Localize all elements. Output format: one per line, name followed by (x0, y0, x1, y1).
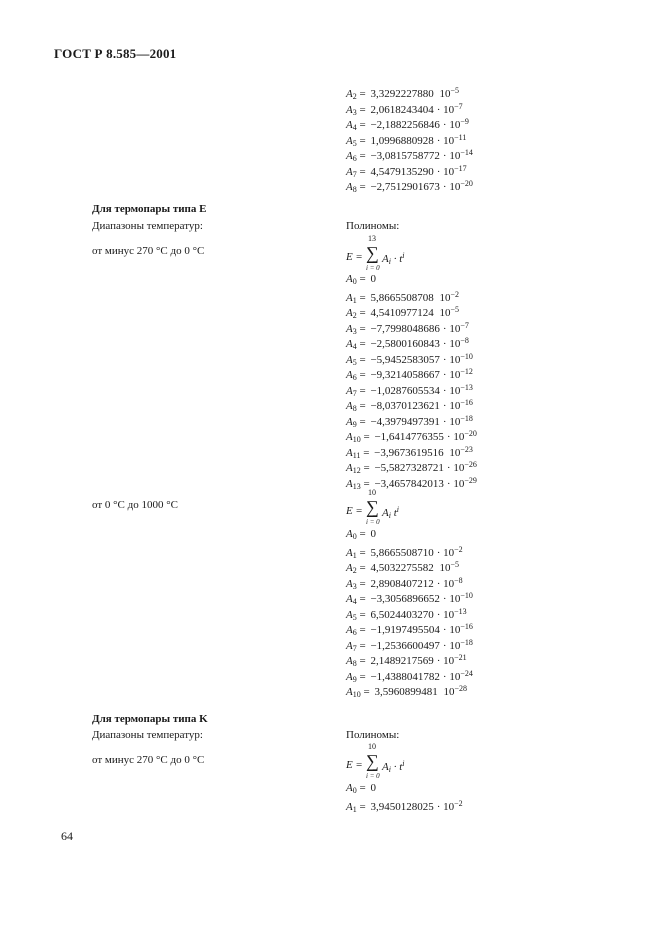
coefficient-index: 10 (352, 435, 361, 444)
power-of-ten: · $10^{-16}$ (442, 398, 473, 412)
range-label-e2: от 0 °С до 1000 °С (92, 499, 178, 511)
multiply-dot: · (436, 608, 444, 621)
exponent: −17 (454, 163, 467, 173)
term-variable: t (399, 253, 403, 265)
term-coef-index: i (388, 257, 391, 266)
exponent: −2 (454, 544, 463, 554)
multiply-dot: · (442, 150, 450, 162)
coefficient-index: 5 (352, 357, 357, 367)
power-of-ten: · $10^{-7}$ (442, 320, 469, 335)
exponent: −7 (460, 320, 469, 330)
coefficient-index: 8 (352, 659, 357, 668)
exponent: −13 (460, 382, 473, 392)
coefficient-name: $A_9$ (346, 670, 357, 684)
coefficient-value: −3,9673619516 (374, 446, 444, 459)
coefficient-name: $A_6$ (346, 150, 357, 163)
coefficient-row: $A_0 = 0$ (346, 528, 376, 541)
multiply-dot: · (436, 165, 444, 178)
coefficient-index: 7 (352, 169, 357, 179)
coefficient-row: $A_6 = -9,3214058667 \cdot 10^{-12}$ (346, 367, 473, 382)
exponent: −12 (460, 367, 473, 376)
power-of-ten: · $10^{-18}$ (442, 637, 473, 652)
multiply-dot: · (446, 462, 454, 474)
coefficient-value: 6,5024403270 (370, 608, 434, 621)
coefficient-row: $A_6 = -3,0815758772 \cdot 10^{-14}$ (346, 148, 473, 163)
coefficient-index: 1 (352, 804, 357, 814)
range-label-e1: от минус 270 °С до 0 °С (92, 245, 205, 257)
coefficient-name: $A_9$ (346, 415, 357, 429)
coefficient-name: $A_{10}$ (346, 431, 361, 444)
multiply-dot: · (442, 670, 450, 683)
coefficient-value: −5,5827328721 (374, 462, 444, 474)
sum-symbol: ∑ (366, 243, 379, 263)
formula-term (382, 505, 399, 520)
coefficient-value: −4,3979497391 (370, 415, 440, 428)
formula-term (382, 251, 405, 266)
exponent: −5 (450, 305, 459, 314)
exponent: −14 (460, 148, 473, 157)
coefficient-value: 4,5032275582 (370, 562, 434, 574)
multiply-dot: · (436, 546, 444, 559)
term-coef-index: i (388, 765, 391, 774)
coefficient-index: 11 (352, 450, 361, 460)
multiply-dot: · (442, 624, 450, 636)
coefficient-row: $A_0 = 0$ (346, 273, 376, 286)
coefficient-value: −1,2536600497 (370, 639, 440, 652)
coefficient-index: 5 (352, 612, 357, 622)
coefficient-row: $A_1 = 3,9450128025 \cdot 10^{-2}$ (346, 798, 463, 814)
coefficient-index: 3 (352, 326, 357, 336)
power-of-ten: · $10^{-10}$ (442, 591, 473, 605)
exponent: −7 (454, 101, 463, 111)
term-variable: t (399, 761, 403, 773)
coefficient-value: −9,3214058667 (370, 369, 440, 381)
power-of-ten: · $10^{-9}$ (442, 117, 469, 131)
coefficient-value: 3,3292227880 (370, 88, 434, 100)
coefficient-name: $A_{10}$ (346, 686, 361, 699)
power-of-ten: · $10^{-16}$ (442, 622, 473, 636)
ranges-label-e: Диапазоны температур: (92, 220, 203, 232)
power-of-ten: · $10^{-18}$ (442, 413, 473, 428)
term-coef: A (382, 761, 389, 773)
power-of-ten: $10^{-5}$ (437, 307, 459, 319)
coefficient-name: $A_3$ (346, 577, 357, 591)
exponent: −16 (460, 622, 473, 631)
coefficient-row: $A_8 = -2,7512901673 \cdot 10^{-20}$ (346, 179, 473, 194)
coefficient-row: $A_9 = -1,4388041782 \cdot 10^{-24}$ (346, 668, 473, 684)
coefficient-row: $A_{11} = -3,9673619516$ $10^{-23}$ (346, 444, 473, 460)
coefficient-row: $A_2 = 3,3292227880$ $10^{-5}$ (346, 86, 459, 101)
power-of-ten: · $10^{-7}$ (436, 101, 463, 116)
coefficient-row: $A_2 = 4,5032275582$ $10^{-5}$ (346, 560, 459, 575)
sum-symbol: ∑ (366, 497, 379, 517)
coefficient-row: $A_{10} = 3,5960899481$ $10^{-28}$ (346, 684, 467, 699)
multiply-dot: · (442, 400, 450, 412)
coefficient-index: 6 (352, 628, 357, 637)
coefficient-name: $A_0$ (346, 782, 357, 795)
term-coef: A (382, 253, 389, 265)
coefficient-row: $A_{13} = -3,4657842013 \cdot 10^{-29}$ (346, 475, 477, 491)
coefficient-index: 0 (352, 786, 357, 795)
coefficient-index: 2 (352, 311, 357, 320)
coefficient-name: $A_1$ (346, 546, 357, 560)
power-of-ten: · $10^{-8}$ (436, 575, 463, 590)
exponent: −11 (454, 132, 467, 142)
coefficient-value: 2,8908407212 (370, 577, 434, 590)
coefficient-row: $A_3 = -7,7998048686 \cdot 10^{-7}$ (346, 320, 469, 336)
coefficient-index: 2 (352, 92, 357, 101)
sum-lower-limit: i = 0 (366, 518, 380, 526)
power-of-ten: $10^{-5}$ (437, 88, 459, 100)
coefficient-value: −2,5800160843 (370, 338, 440, 350)
power-of-ten: $10^{-5}$ (437, 562, 459, 574)
sum-upper-limit: 13 (368, 234, 376, 243)
coefficient-row: $A_3 = 2,0618243404 \cdot 10^{-7}$ (346, 101, 463, 117)
formula-equals: = (356, 251, 363, 263)
multiply-dot (437, 562, 440, 574)
exponent: −18 (460, 637, 473, 647)
coefficient-row: $A_8 = 2,1489217569 \cdot 10^{-21}$ (346, 653, 467, 668)
coefficient-row: $A_2 = 4,5410977124$ $10^{-5}$ (346, 305, 459, 320)
coefficient-row: $A_{10} = -1,6414776355 \cdot 10^{-20}$ (346, 429, 477, 444)
coefficient-index: 4 (352, 342, 357, 351)
coefficient-index: 2 (352, 566, 357, 575)
coefficient-index: 6 (352, 154, 357, 163)
coefficient-name: $A_{12}$ (346, 462, 361, 475)
exponent: −20 (460, 179, 473, 188)
multiply-dot: · (436, 655, 444, 667)
exponent: −18 (460, 413, 473, 423)
power-of-ten: · $10^{-21}$ (436, 653, 467, 667)
exponent: −5 (450, 560, 459, 569)
coefficient-index: 13 (352, 481, 361, 491)
coefficient-index: 9 (352, 674, 357, 684)
multiply-dot: · (436, 577, 444, 590)
coefficient-name: $A_6$ (346, 624, 357, 637)
multiply-dot: · (442, 415, 450, 428)
sum-lower-limit: i = 0 (366, 264, 380, 272)
formula-lhs: E (346, 505, 353, 517)
term-coef-index: i (388, 511, 391, 520)
coefficient-name: $A_3$ (346, 103, 357, 117)
coefficient-name: $A_5$ (346, 608, 357, 622)
power-of-ten: · $10^{-20}$ (442, 179, 473, 193)
power-of-ten: · $10^{-13}$ (436, 606, 467, 621)
coefficient-row: $A_7 = 4,5479135290 \cdot 10^{-17}$ (346, 163, 467, 179)
coefficient-name: $A_8$ (346, 655, 357, 668)
polynomial-formula-k1 (346, 742, 466, 782)
exponent: −21 (454, 653, 467, 662)
coefficient-index: 4 (352, 597, 357, 606)
term-power: i (402, 251, 405, 260)
power-of-ten: · $10^{-13}$ (442, 382, 473, 397)
term-dot: · (390, 761, 400, 773)
coefficient-name: $A_2$ (346, 307, 357, 320)
section-heading-k: Для термопары типа K (92, 713, 208, 725)
coefficient-row: $A_6 = -1,9197495504 \cdot 10^{-16}$ (346, 622, 473, 637)
multiply-dot (441, 686, 444, 698)
coefficient-value: −3,3056896652 (370, 593, 440, 605)
polynomials-label-e: Полиномы: (346, 220, 400, 232)
coefficient-name: $A_6$ (346, 369, 357, 382)
sum-lower-limit: i = 0 (366, 772, 380, 780)
multiply-dot: · (442, 639, 450, 652)
power-of-ten: · $10^{-26}$ (446, 460, 477, 474)
coefficient-row: $A_1 = 5,8665508708$ $10^{-2}$ (346, 289, 459, 305)
coefficient-index: 0 (352, 277, 357, 286)
coefficient-value: 1,0996880928 (370, 134, 434, 147)
coefficient-name: $A_7$ (346, 384, 357, 398)
coefficient-name: $A_1$ (346, 291, 357, 305)
coefficient-value: −7,7998048686 (370, 322, 440, 335)
coefficient-value: 0 (370, 782, 376, 794)
power-of-ten: · $10^{-10}$ (442, 351, 473, 366)
coefficient-value: 5,8665508710 (370, 546, 434, 559)
power-of-ten: · $10^{-8}$ (442, 336, 469, 350)
coefficient-value: 4,5479135290 (370, 165, 434, 178)
power-of-ten: · $10^{-17}$ (436, 163, 467, 178)
term-power: i (402, 759, 405, 768)
coefficient-value: 2,0618243404 (370, 103, 434, 116)
multiply-dot: · (442, 593, 450, 605)
coefficient-value: −3,4657842013 (374, 477, 444, 490)
coefficient-name: $A_7$ (346, 639, 357, 653)
multiply-dot: · (442, 369, 450, 381)
coefficient-row: $A_9 = -4,3979497391 \cdot 10^{-18}$ (346, 413, 473, 429)
coefficient-name: $A_4$ (346, 593, 357, 606)
coefficient-index: 8 (352, 404, 357, 413)
page-number: 64 (61, 829, 73, 843)
polynomials-label-k: Полиномы: (346, 729, 400, 741)
coefficient-name: $A_2$ (346, 562, 357, 575)
coefficient-value: −1,0287605534 (370, 384, 440, 397)
power-of-ten: $10^{-2}$ (437, 292, 459, 304)
coefficient-name: $A_0$ (346, 528, 357, 541)
coefficient-value: −2,1882256846 (370, 119, 440, 131)
power-of-ten: · $10^{-29}$ (446, 475, 477, 490)
coefficient-value: −1,9197495504 (370, 624, 440, 636)
coefficient-row: $A_7 = -1,0287605534 \cdot 10^{-13}$ (346, 382, 473, 398)
exponent: −23 (460, 444, 473, 454)
power-of-ten: · $10^{-2}$ (436, 544, 463, 559)
coefficient-index: 10 (352, 690, 361, 699)
exponent: −2 (450, 289, 459, 299)
power-of-ten: $10^{-23}$ (447, 447, 473, 459)
multiply-dot: · (442, 384, 450, 397)
exponent: −9 (460, 117, 469, 126)
coefficient-value: −5,9452583057 (370, 353, 440, 366)
coefficient-index: 12 (352, 466, 361, 475)
multiply-dot (437, 292, 440, 304)
coefficient-index: 1 (352, 550, 357, 560)
formula-lhs: E (346, 251, 353, 263)
coefficient-index: 9 (352, 419, 357, 429)
multiply-dot: · (442, 322, 450, 335)
coefficient-value: 5,8665508708 (370, 291, 434, 304)
power-of-ten: · $10^{-11}$ (436, 132, 467, 147)
multiply-dot: · (442, 353, 450, 366)
coefficient-index: 4 (352, 123, 357, 132)
exponent: −28 (454, 684, 467, 693)
power-of-ten: · $10^{-20}$ (446, 429, 477, 443)
exponent: −29 (464, 475, 477, 485)
multiply-dot: · (446, 431, 454, 443)
coefficient-value: −8,0370123621 (370, 400, 440, 412)
multiply-dot (437, 307, 440, 319)
coefficient-row: $A_4 = -2,1882256846 \cdot 10^{-9}$ (346, 117, 469, 132)
coefficient-name: $A_8$ (346, 400, 357, 413)
coefficient-name: $A_4$ (346, 119, 357, 132)
exponent: −20 (464, 429, 477, 438)
range-label-k1: от минус 270 °С до 0 °С (92, 754, 205, 766)
coefficient-value: 0 (370, 528, 376, 540)
coefficient-value: −1,4388041782 (370, 670, 440, 683)
coefficient-index: 3 (352, 581, 357, 591)
sum-upper-limit: 10 (368, 488, 376, 497)
coefficient-value: −2,7512901673 (370, 181, 440, 193)
coefficient-name: $A_0$ (346, 273, 357, 286)
term-coef: A (382, 507, 389, 519)
term-power: i (396, 505, 400, 514)
formula-equals: = (356, 505, 363, 517)
sum-symbol: ∑ (366, 751, 379, 771)
coefficient-row: $A_1 = 5,8665508710 \cdot 10^{-2}$ (346, 544, 463, 560)
coefficient-row: $A_{12} = -5,5827328721 \cdot 10^{-26}$ (346, 460, 477, 475)
exponent: −26 (464, 460, 477, 469)
coefficient-value: 4,5410977124 (370, 307, 434, 319)
coefficient-name: $A_7$ (346, 165, 357, 179)
coefficient-row: $A_4 = -3,3056896652 \cdot 10^{-10}$ (346, 591, 473, 606)
coefficient-name: $A_3$ (346, 322, 357, 336)
coefficient-index: 3 (352, 107, 357, 117)
coefficient-row: $A_3 = 2,8908407212 \cdot 10^{-8}$ (346, 575, 463, 591)
exponent: −10 (460, 351, 473, 361)
coefficient-value: −3,0815758772 (370, 150, 440, 162)
coefficient-value: −1,6414776355 (374, 431, 444, 443)
exponent: −5 (450, 86, 459, 95)
formula-term (382, 759, 405, 774)
coefficient-index: 5 (352, 138, 357, 148)
power-of-ten: · $10^{-2}$ (436, 798, 463, 813)
formula-equals: = (356, 759, 363, 771)
ranges-label-k: Диапазоны температур: (92, 729, 203, 741)
coefficient-value: 3,9450128025 (370, 800, 434, 813)
coefficient-name: $A_{13}$ (346, 477, 361, 491)
term-dot: · (390, 253, 400, 265)
coefficient-name: $A_{11}$ (346, 446, 361, 460)
coefficient-value: 3,5960899481 (374, 686, 438, 698)
coefficient-name: $A_8$ (346, 181, 357, 194)
exponent: −8 (454, 575, 463, 585)
coefficient-name: $A_2$ (346, 88, 357, 101)
multiply-dot: · (446, 477, 454, 490)
exponent: −2 (454, 798, 463, 808)
exponent: −8 (460, 336, 469, 345)
page-header: ГОСТ Р 8.585—2001 (54, 46, 177, 61)
coefficient-name: $A_5$ (346, 353, 357, 367)
coefficient-row: $A_5 = 1,0996880928 \cdot 10^{-11}$ (346, 132, 467, 148)
multiply-dot (437, 88, 440, 100)
coefficient-name: $A_4$ (346, 338, 357, 351)
multiply-dot: · (436, 800, 444, 813)
power-of-ten: $10^{-28}$ (441, 686, 467, 698)
coefficient-row: $A_0 = 0$ (346, 782, 376, 795)
multiply-dot (447, 447, 450, 459)
coefficient-value: 2,1489217569 (370, 655, 434, 667)
coefficient-index: 7 (352, 643, 357, 653)
multiply-dot: · (442, 119, 450, 131)
multiply-dot: · (436, 134, 444, 147)
coefficient-row: $A_4 = -2,5800160843 \cdot 10^{-8}$ (346, 336, 469, 351)
coefficient-index: 7 (352, 388, 357, 398)
power-of-ten: · $10^{-12}$ (442, 367, 473, 381)
exponent: −16 (460, 398, 473, 407)
coefficient-index: 1 (352, 295, 357, 305)
formula-lhs: E (346, 759, 353, 771)
exponent: −13 (454, 606, 467, 616)
polynomial-formula-e1 (346, 234, 466, 274)
coefficient-row: $A_8 = -8,0370123621 \cdot 10^{-16}$ (346, 398, 473, 413)
coefficient-index: 0 (352, 532, 357, 541)
section-heading-e: Для термопары типа E (92, 203, 207, 215)
multiply-dot: · (436, 103, 444, 116)
exponent: −10 (460, 591, 473, 600)
term-variable: t (393, 507, 397, 519)
polynomial-formula-e2 (346, 488, 466, 528)
power-of-ten: · $10^{-14}$ (442, 148, 473, 162)
power-of-ten: · $10^{-24}$ (442, 668, 473, 683)
coefficient-name: $A_1$ (346, 800, 357, 814)
coefficient-row: $A_5 = 6,5024403270 \cdot 10^{-13}$ (346, 606, 467, 622)
exponent: −24 (460, 668, 473, 678)
coefficient-index: 8 (352, 185, 357, 194)
coefficient-name: $A_5$ (346, 134, 357, 148)
multiply-dot: · (442, 338, 450, 350)
sum-upper-limit: 10 (368, 742, 376, 751)
coefficient-index: 6 (352, 373, 357, 382)
coefficient-row: $A_7 = -1,2536600497 \cdot 10^{-18}$ (346, 637, 473, 653)
coefficient-row: $A_5 = -5,9452583057 \cdot 10^{-10}$ (346, 351, 473, 367)
coefficient-value: 0 (370, 273, 376, 285)
multiply-dot: · (442, 181, 450, 193)
